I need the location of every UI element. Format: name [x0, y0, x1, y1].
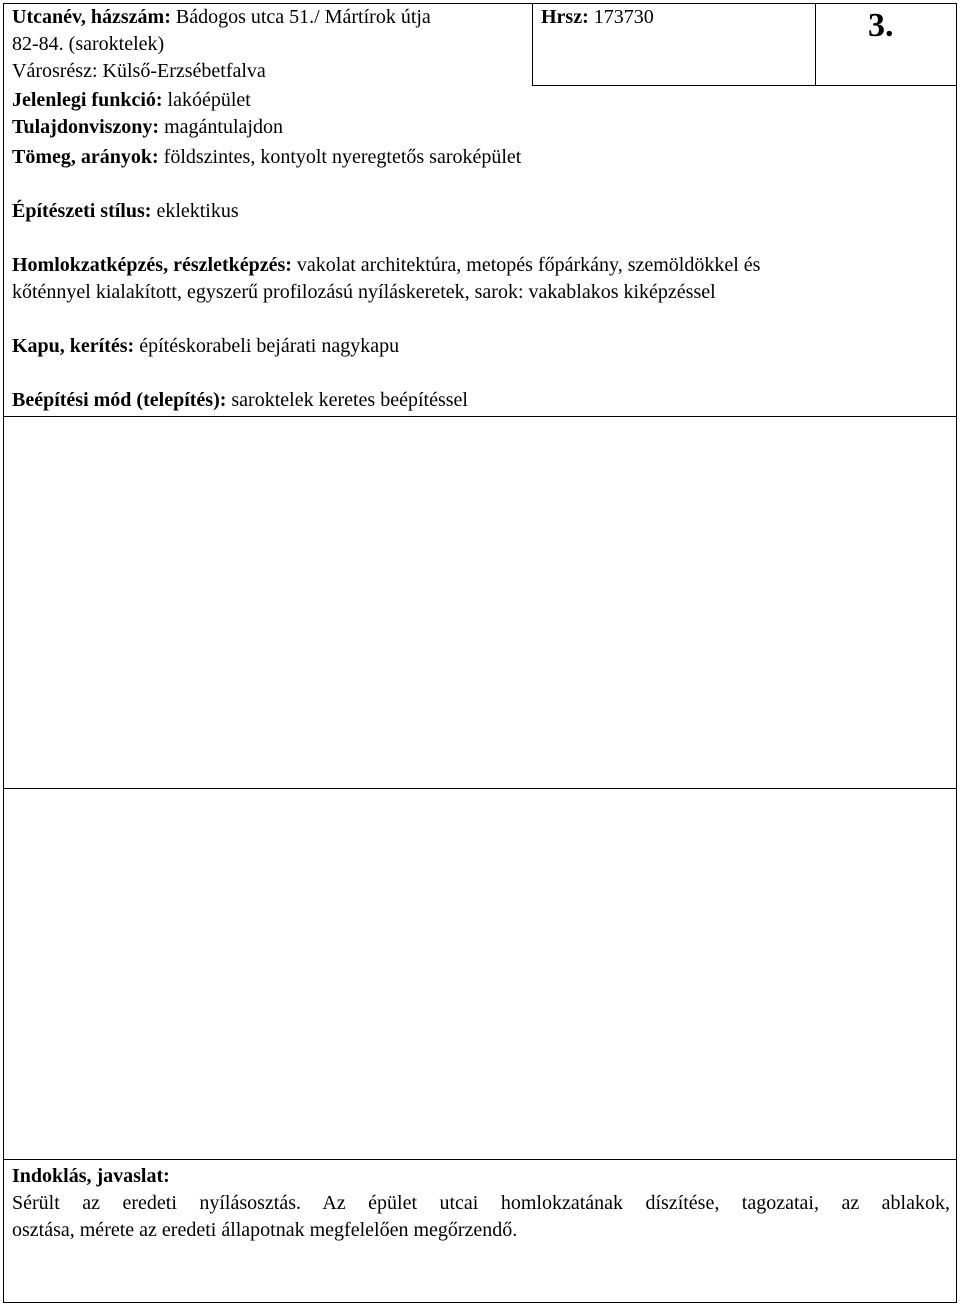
- header-bottom-line-right: [815, 85, 957, 86]
- facade-value-line1: vakolat architektúra, metopés főpárkány, szemöldökkel és: [296, 254, 761, 276]
- hrsz-line: [541, 4, 654, 31]
- building-mode-line: [12, 387, 468, 414]
- gate-value: építéskorabeli bejárati nagykapu: [139, 335, 400, 357]
- photo-area-lower: [4, 789, 956, 1159]
- justification-top-line: [3, 1159, 957, 1160]
- building-mode-value: saroktelek keretes beépítéssel: [231, 389, 468, 411]
- district-label: Városrész:: [12, 60, 98, 82]
- ownership-value: magántulajdon: [164, 116, 283, 138]
- street-label: Utcanév, házszám:: [12, 6, 171, 28]
- ownership-label: Tulajdonviszony:: [12, 116, 160, 138]
- gate-line: [12, 333, 399, 360]
- building-mode-label: Beépítési mód (telepítés):: [12, 389, 227, 411]
- header-divider-left: [532, 3, 533, 85]
- style-line: [12, 198, 239, 225]
- facade-value-line2: kőténnyel kialakított, egyszerű profilozású nyíláskeretek, sarok: vakablakos kiképzéssel: [12, 281, 716, 303]
- justification-line-2: osztása, mérete az eredeti állapotnak megfelelően megőrzendő.: [12, 1219, 518, 1241]
- facade-line-1: [12, 252, 760, 279]
- street-value-line2: 82-84. (saroktelek): [12, 33, 165, 55]
- header-bottom-line-middle: [532, 85, 816, 86]
- justification-line-1: Sérült az eredeti nyílásosztás. Az épület utcai homlokzatának díszítése, tagozatai, az ablakok,: [12, 1192, 950, 1214]
- function-line: [12, 87, 251, 114]
- mass-line: [12, 144, 521, 171]
- mass-label: Tömeg, arányok:: [12, 146, 159, 168]
- header-divider-right: [815, 3, 816, 85]
- district-value: Külső-Erzsébetfalva: [102, 60, 266, 82]
- hrsz-value: 173730: [593, 6, 654, 28]
- street-value-line1: Bádogos utca 51./ Mártírok útja: [175, 6, 431, 28]
- ownership-line: [12, 114, 283, 141]
- function-value: lakóépület: [167, 89, 251, 111]
- gate-label: Kapu, kerítés:: [12, 335, 135, 357]
- district-line: [12, 58, 266, 85]
- style-label: Építészeti stílus:: [12, 200, 152, 222]
- mass-value: földszintes, kontyolt nyeregtetős saroképület: [163, 146, 522, 168]
- facade-label: Homlokzatképzés, részletképzés:: [12, 254, 292, 276]
- hrsz-label: Hrsz:: [541, 6, 589, 28]
- photo-area-upper: [4, 417, 956, 788]
- function-label: Jelenlegi funkció:: [12, 89, 163, 111]
- justification-label: Indoklás, javaslat:: [12, 1165, 170, 1187]
- street-line-1: [12, 4, 431, 31]
- item-number: 3.: [868, 7, 894, 44]
- style-value: eklektikus: [156, 200, 239, 222]
